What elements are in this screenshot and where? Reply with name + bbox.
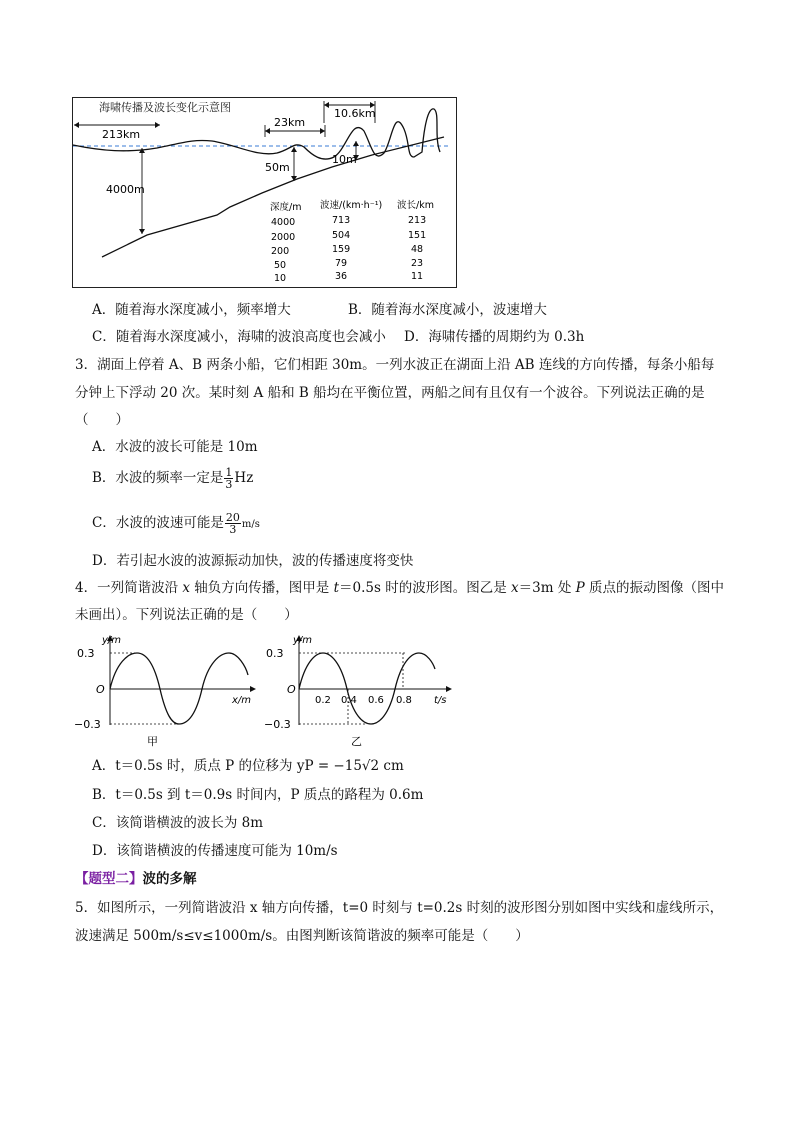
- yi-tick-0-2: 0.2: [315, 695, 331, 706]
- label-10m: 10m: [332, 153, 357, 166]
- q4-option-d: D．该简谐横波的传播速度可能为 10m/s: [92, 843, 338, 859]
- fraction-twenty-thirds: $\frac{20}{3}$: [225, 511, 240, 536]
- svg-text:4000: 4000: [271, 217, 296, 228]
- tsunami-figure: [72, 97, 457, 288]
- svg-text:79: 79: [335, 258, 348, 269]
- svg-text:48: 48: [411, 244, 424, 255]
- label-213km: 213km: [102, 128, 141, 141]
- jia-y-bottom: −0.3: [74, 718, 101, 731]
- svg-text:23: 23: [411, 258, 424, 269]
- yi-y-bottom: −0.3: [265, 718, 291, 731]
- section-heading: 【题型二】波的多解: [75, 871, 197, 887]
- figure-title: 海啸传播及波长变化示意图: [99, 101, 231, 114]
- label-50m: 50m: [265, 161, 290, 174]
- yi-tick-0-4: 0.4: [341, 695, 357, 706]
- svg-text:151: 151: [408, 230, 427, 241]
- q3-stem-line1: 3．湖面上停着 A、B 两条小船，它们相距 30m。一列水波正在湖面上沿 AB 连线的方向传播，每条小船每: [75, 357, 715, 373]
- jia-caption: 甲: [147, 735, 158, 748]
- yi-tick-0-6: 0.6: [368, 695, 384, 706]
- label-10-6km: 10.6km: [334, 107, 376, 120]
- q5-stem-line1: 5．如图所示，一列简谐波沿 x 轴方向传播，t=0 时刻与 t=0.2s 时刻的波形图分别如图中实线和虚线所示，: [75, 900, 724, 916]
- graph-yi: [265, 633, 460, 748]
- jia-y-label: y/m: [102, 635, 122, 646]
- svg-text:10: 10: [274, 273, 287, 284]
- svg-text:213: 213: [408, 215, 427, 226]
- table-header-speed: 波速/(km·h⁻¹): [320, 200, 383, 211]
- jia-origin: O: [96, 683, 105, 696]
- tsunami-diagram: [72, 97, 457, 288]
- q4-stem-line1: 4．一列简谐波沿 x 轴负方向传播，图甲是 t＝0.5s 时的波形图。图乙是 x＝3m 处 P 质点的振动图像（图中: [75, 580, 725, 596]
- svg-text:11: 11: [411, 271, 424, 282]
- yi-origin: O: [287, 683, 296, 696]
- q2-option-a: A．随着海水深度减小，频率增大: [92, 302, 291, 318]
- table-header-depth: 深度/m: [270, 202, 302, 213]
- svg-text:159: 159: [332, 244, 351, 255]
- q3-option-a: A．水波的波长可能是 10m: [92, 439, 258, 455]
- q4-option-b: B．t＝0.5s 到 t＝0.9s 时间内，P 质点的路程为 0.6m: [92, 787, 424, 803]
- q4-stem-line2: 未画出）。下列说法正确的是（ ）: [75, 607, 298, 623]
- q3-option-c: C．水波的波速可能是 $\frac{20}{3}$ m/s: [92, 511, 260, 536]
- label-23km: 23km: [274, 116, 306, 129]
- fraction-one-third: $\frac{1}{3}$: [225, 466, 233, 491]
- label-4000m: 4000m: [106, 183, 145, 196]
- yi-x-label: t/s: [434, 695, 447, 706]
- section-title: 题型二: [88, 871, 129, 887]
- yi-tick-0-8: 0.8: [396, 695, 412, 706]
- svg-text:2000: 2000: [271, 232, 296, 243]
- q3-option-d: D．若引起水波的波源振动加快，波的传播速度将变快: [92, 553, 414, 569]
- section-name: 波的多解: [142, 871, 197, 887]
- table-header-wavelength: 波长/km: [397, 200, 434, 211]
- yi-y-label: y/m: [293, 635, 313, 646]
- jia-y-top: 0.3: [77, 647, 95, 660]
- svg-text:200: 200: [271, 246, 290, 257]
- svg-text:713: 713: [332, 215, 351, 226]
- q3-stem-line2: 分钟上下浮动 20 次。某时刻 A 船和 B 船均在平衡位置，两船之间有且仅有一个波谷。下列说法正确的是: [75, 385, 705, 401]
- yi-caption: 乙: [351, 735, 362, 748]
- q5-stem-line2: 波速满足 500m/s≤v≤1000m/s。由图判断该简谐波的频率可能是（ ）: [75, 928, 529, 944]
- q3-option-b: B．水波的频率一定是 $\frac{1}{3}$ Hz: [92, 466, 254, 491]
- q2-option-c: C．随着海水深度减小，海啸的波浪高度也会减小: [92, 329, 386, 345]
- q4-option-a: A．t＝0.5s 时，质点 P 的位移为 yP = −15√2 cm: [92, 758, 404, 774]
- q2-option-d: D．海啸传播的周期约为 0.3h: [404, 329, 585, 345]
- jia-x-label: x/m: [232, 695, 252, 706]
- svg-text:36: 36: [335, 271, 348, 282]
- q3-stem-line3: （ ）: [75, 412, 129, 428]
- q4-option-c: C．该简谐横波的波长为 8m: [92, 815, 264, 831]
- svg-text:504: 504: [332, 230, 351, 241]
- svg-text:50: 50: [274, 260, 287, 271]
- q2-option-b: B．随着海水深度减小，波速增大: [348, 302, 547, 318]
- graph-jia: [72, 633, 262, 748]
- yi-y-top: 0.3: [266, 647, 284, 660]
